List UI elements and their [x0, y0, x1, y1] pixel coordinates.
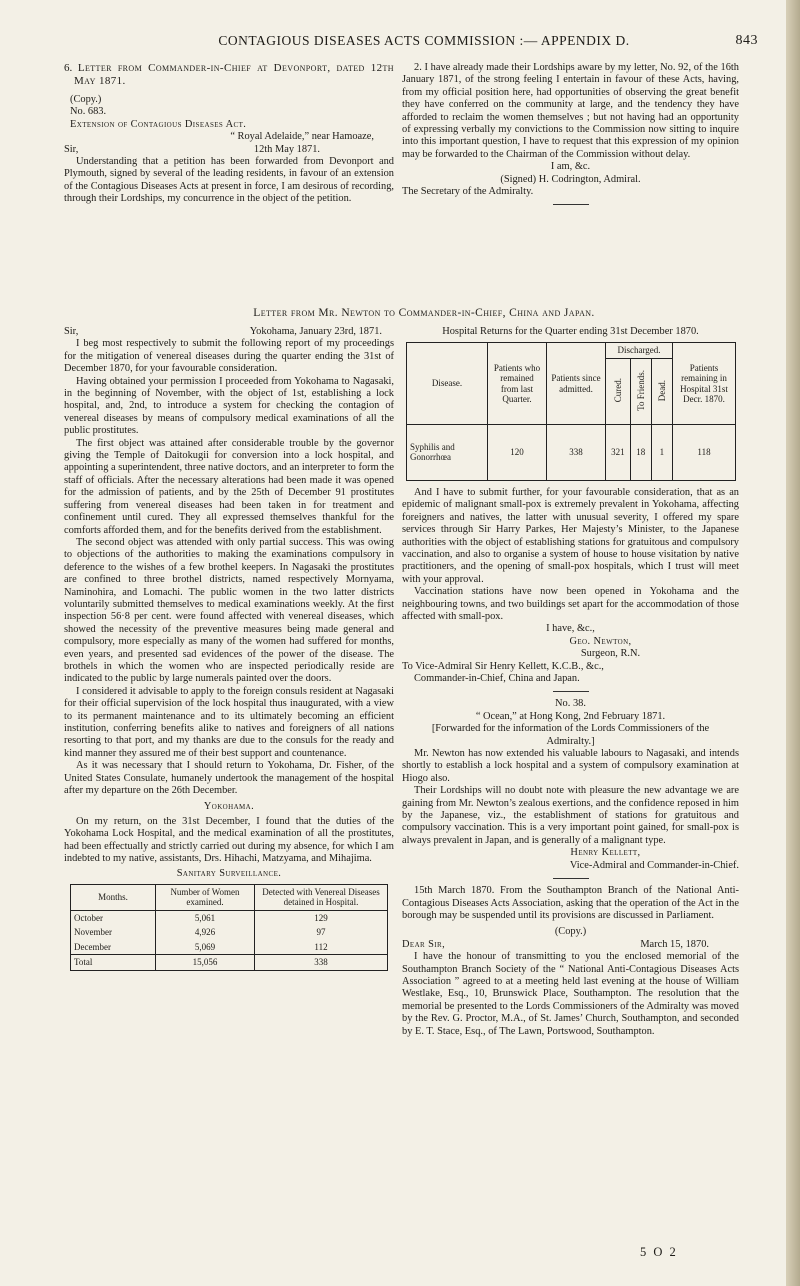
- divider: [553, 691, 589, 692]
- letter6-no: No. 683.: [70, 106, 107, 118]
- letter6-p1: Understanding that a petition has been forwarded from Devonport and Plymouth, signed by several of the leading residents, in favour of an extension of the Contagious Diseases Acts at present in force, I am desirous of recording, through their Lordships, my concurrence in the object of the petition.: [64, 156, 394, 205]
- hospital-header-friends: To Friends.: [635, 369, 646, 411]
- southampton-salutation: Dear Sir,: [402, 938, 446, 950]
- letter6-signed: (Signed) H. Codrington, Admiral.: [500, 173, 641, 185]
- table-cell: 112: [255, 940, 388, 955]
- divider: [553, 878, 589, 879]
- letter6-left: [64, 62, 394, 206]
- newton-letter-title: Letter from Mr. Newton to Commander-in-Chief, China and Japan.: [253, 307, 595, 319]
- newton-p4: The second object was attended with only partial success. This was owing to objections of the authorities to making the examinations compulsory in deference to the wishes of a few brothel keepers. In Nagasaki the prostitutes are confined to three brothel districts, named respectively Mornyama, Naminohira, and Lomachi. The public women in the two latter districts voluntarily submitted themselves to medical examinations weekly. At the first inspection 56·8 per cent. were found affected with venereal diseases, which showed the necessity of the preventive measures being made general and compulsory, more especially as many of the women had suffered for months, even years, and presented sad evidences of the power of the disease. The brothels in which the women who are inspected periodically reside are indicated to the public by large numerals painted over the doors.: [64, 536, 394, 685]
- letter6-place: “ Royal Adelaide,” near Hamoaze,: [230, 131, 374, 143]
- hospital-heading: Hospital Returns for the Quarter ending 31st December 1870.: [442, 326, 699, 337]
- newton-closing: I have, &c.,: [546, 623, 595, 635]
- yokohama-heading: Yokohama.: [203, 801, 255, 813]
- table-cell: 5,061: [156, 910, 255, 925]
- running-head: CONTAGIOUS DISEASES ACTS COMMISSION :— APPENDIX D.: [218, 33, 630, 48]
- southampton-copy: (Copy.): [554, 926, 587, 938]
- table-cell: Syphilis and Gonorrhœa: [407, 424, 488, 480]
- newton-p5: I considered it advisable to apply to the foreign consuls resident at Nagasaki for their official supervision of the lock hospital thus inaugurated, with a view to its permanent maintenance and to its ultimately becoming an efficient institution, conferring benefits alike to natives and foreigners of all nations resorting to that port, and my thanks are due to the consuls for the ready and kind manner they assured me of their best support and countenance.: [64, 685, 394, 759]
- letter6-subject: Extension of Contagious Diseases Act.: [70, 118, 247, 130]
- letter6-closing: I am, &c.: [550, 161, 591, 173]
- sanitary-table: [70, 884, 388, 971]
- letter6-to: The Secretary of the Admiralty.: [402, 186, 534, 198]
- newton-p3: The first object was attained after considerable trouble by the governor giving the Temple of Daitokugii for conversion into a lock hospital, and appointing a superintendent, three native doctors, and an interpreter to form the staff of officials. After the necessary alterations had been made it was opened for the admission of patients, and by the 25th of December 91 prostitutes suffering from venereal diseases had been taken in for treatment and confinement until cured. They all expressed themselves thankful for the comforts afforded them, and for the benefits derived from the establishment.: [64, 437, 394, 536]
- no38-place: “ Ocean,” at Hong Kong, 2nd February 1871.: [475, 710, 666, 722]
- sanitary-header-examined: Number of Women examined.: [156, 884, 255, 910]
- newton-place-date: Yokohama, January 23rd, 1871.: [249, 326, 382, 337]
- table-cell: 118: [673, 424, 736, 480]
- newton-sign-title: Surgeon, R.N.: [580, 648, 641, 660]
- table-cell: October: [71, 910, 156, 925]
- sanitary-header-months: Months.: [71, 884, 156, 910]
- table-cell: 4,926: [156, 925, 255, 940]
- table-cell: 129: [255, 910, 388, 925]
- southampton-intro: 15th March 1870. From the Southampton Branch of the National Anti-Contagious Diseases Acts Association, asking that the operation of the Act in the borough may be suspended until its provisions are discussed in Parliament.: [402, 885, 739, 921]
- newton-p7: On my return, on the 31st December, I found that the duties of the Yokohama Lock Hospital, and the medical examination of all the prostitutes, had been effectually and strictly carried out during my absence, for which I am indebted to my native, assistants, Drs. Hihachi, Matzyama, and Mihajima.: [64, 815, 394, 865]
- letter6-right: [402, 62, 739, 211]
- table-row: [71, 925, 388, 940]
- table-cell: 97: [255, 925, 388, 940]
- newton-salutation: Sir,: [64, 326, 79, 337]
- hospital-header-admitted: Patients since admitted.: [547, 343, 606, 425]
- table-cell: 15,056: [156, 955, 255, 971]
- newton-p2: Having obtained your permission I proceeded from Yokohama to Nagasaki, in the beginning of November, with the object of 1st, establishing a lock hospital, and, 2nd, to introduce a system for checking the contagion of venereal diseases by means of compulsory medical examinations of all the public prostitutes.: [64, 375, 394, 437]
- newton-to-1: To Vice-Admiral Sir Henry Kellett, K.C.B., &c.,: [402, 660, 604, 672]
- newton-to-2: Commander-in-Chief, China and Japan.: [414, 673, 580, 684]
- newton-sign-name: Geo. Newton,: [569, 635, 632, 647]
- newton-left: [64, 326, 394, 971]
- no38-number: No. 38.: [555, 698, 586, 710]
- newton-p8: And I have to submit further, for your favourable consideration, that as an epidemic of malignant small-pox is extremely prevalent in Yokohama, affecting foreigners and natives, the latter with unusual severity, I offered my spare services through Sir Harry Parkes, Her Majesty’s Minister, to the Japanese authorities with the object of establishing stations for gratuitous and compulsory vaccination, and also to organise a system of house to house visitation by native practitioners, and the opening of small-pox hospitals, which I trust will meet with your approval.: [402, 486, 739, 585]
- newton-p6: As it was necessary that I should return to Yokohama, Dr. Fisher, of the United States Consulate, humanely undertook the management of the hospital after my departure on the 26th December.: [64, 760, 394, 797]
- no38-note: [Forwarded for the information of the Lords Commissioners of the Admiralty.]: [431, 723, 710, 747]
- no38-sign-name: Henry Kellett,: [570, 847, 641, 859]
- letter6-num: 6.: [64, 62, 73, 74]
- table-cell: 5,069: [156, 940, 255, 955]
- no38-p1: Mr. Newton has now extended his valuable labours to Nagasaki, and intends shortly to establish a lock hospital and a system of compulsory examination at Hiogo also.: [402, 748, 739, 784]
- hospital-header-cured: Cured.: [612, 378, 623, 403]
- letter6-title: Letter from Commander-in-Chief at Devonport, dated 12th May 1871.: [74, 62, 394, 87]
- page-edge: [786, 0, 800, 1286]
- hospital-table: [406, 342, 736, 481]
- letter6-date: 12th May 1871.: [253, 143, 320, 155]
- signature-mark: 5 O 2: [640, 1245, 678, 1259]
- southampton-date: March 15, 1870.: [640, 938, 709, 950]
- no38-sign-title: Vice-Admiral and Commander-in-Chief.: [569, 859, 739, 871]
- newton-p9: Vaccination stations have now been opened in Yokohama and the neighbouring towns, and two buildings set apart for the accommodation of those affected with small-pox.: [402, 586, 739, 622]
- right-column: [402, 326, 739, 1038]
- running-header: [94, 33, 758, 49]
- table-row: [71, 910, 388, 925]
- hospital-header-discharged: Discharged.: [606, 343, 673, 359]
- hospital-header-remained: Patients who remained from last Quarter.: [488, 343, 547, 425]
- hospital-header-remaining: Patients remaining in Hospital 31st Decr. 1870.: [673, 343, 736, 425]
- southampton-p1: I have the honour of transmitting to you the enclosed memorial of the Southampton Branch Society of the “ National Anti-Contagious Diseases Acts Association ” agreed to at a meeting held last evening at the house of William Westlake, Esq., 10, Brunswick Place, Southampton. The resolution that the memorial be presented to the Lords Commissioners of the Admiralty was moved by the Rev. G. Proctor, M.A., of St. James’ Church, Southampton, and seconded by E. T. Stace, Esq., of The Lawn, Portswood, Southampton.: [402, 951, 739, 1037]
- table-cell: December: [71, 940, 156, 955]
- no38-p2: Their Lordships will no doubt note with pleasure the new advantage we are gaining from Mr. Newton’s zealous exertions, and the confidence reposed in him by the Japanese, viz., the establishment of stations for gratuitous and compulsory vaccination. This is a very important point gained, for small-pox is always prevalent in Japan, and is generally of a malignant type.: [402, 785, 739, 846]
- sanitary-header-detected: Detected with Venereal Diseases detained in Hospital.: [255, 884, 388, 910]
- newton-p1: I beg most respectively to submit the following report of my proceedings for the mitigation of venereal diseases during the quarter ending the 31st of December 1870, for your favourable consideration.: [64, 338, 394, 375]
- table-cell: 338: [547, 424, 606, 480]
- hospital-header-disease: Disease.: [407, 343, 488, 425]
- table-cell: Total: [71, 955, 156, 971]
- table-cell: 321: [606, 424, 631, 480]
- divider: [553, 204, 589, 205]
- table-cell: 120: [488, 424, 547, 480]
- letter6-copy: (Copy.): [70, 94, 102, 105]
- table-cell: 18: [630, 424, 651, 480]
- letter6-p2: 2. I have already made their Lordships aware by my letter, No. 92, of the 16th January 1871, of the strong feeling I entertain in favour of these Acts, having, from my official position here, had opportunities of observing the great benefit they have conferred on the community at large, and the tendency they have afforded to reclaim the women themselves ; but not having had an opportunity of expressing verbally my convictions to the Commission now sitting to inquire into this important question, I have to request that this expression of my opinion may be forwarded to the Chairman of the Commission without delay.: [402, 62, 739, 160]
- table-row: [407, 424, 736, 480]
- table-cell: 1: [651, 424, 672, 480]
- table-cell: November: [71, 925, 156, 940]
- hospital-header-dead: Dead.: [656, 379, 667, 401]
- sanitary-heading: Sanitary Surveillance.: [176, 868, 282, 880]
- page-number: 843: [735, 33, 758, 48]
- table-row: [71, 940, 388, 955]
- table-cell: 338: [255, 955, 388, 971]
- table-total-row: [71, 955, 388, 971]
- letter6-salutation: Sir,: [64, 143, 79, 155]
